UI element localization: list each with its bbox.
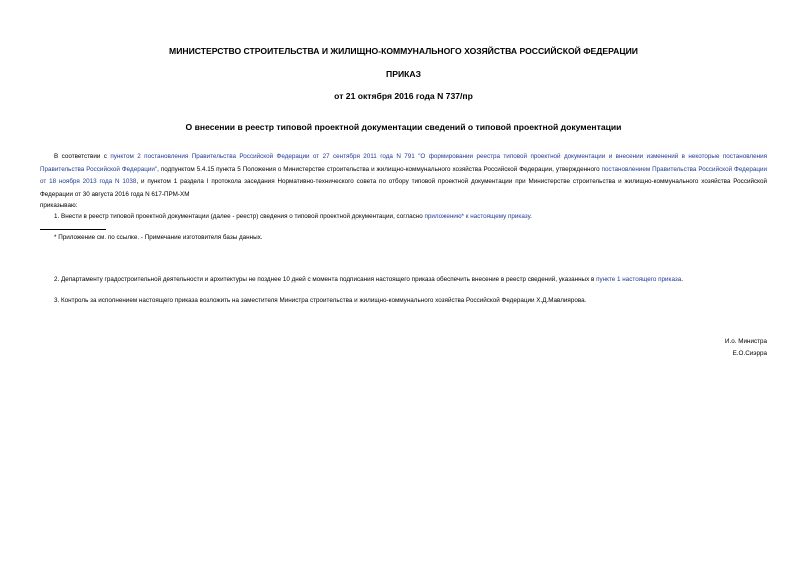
document-subject: О внесении в реестр типовой проектной документации сведений о типовой проектной документации <box>185 122 622 132</box>
footnote: * Приложение см. по ссылке. - Примечание изготовителя базы данных. <box>54 234 263 241</box>
document-type: ПРИКАЗ <box>386 69 421 79</box>
item-1-text: 1. Внести в реестр типовой проектной документации (далее - реестр) сведения о типовой проектной документации, согласно <box>54 213 425 220</box>
item-2-link-item-1[interactable]: пункте 1 настоящего приказа <box>596 276 682 283</box>
item-2-text-end: . <box>681 276 684 283</box>
preamble-link-resolution-1038[interactable]: постановлением Правительства Российской Федерации от 18 ноября 2013 года N 1038 <box>40 165 768 185</box>
ministry-title: МИНИСТЕРСТВО СТРОИТЕЛЬСТВА И ЖИЛИЩНО-КОММУНАЛЬНОГО ХОЗЯЙСТВА РОССИЙСКОЙ ФЕДЕРАЦИИ <box>169 46 638 56</box>
item-2-text: 2. Департаменту градостроительной деятельности и архитектуры не позднее 10 дней с момента подписания настоящего приказа обеспечить внесение в реестр сведений, указанных в <box>54 276 597 283</box>
signature-position: И.о. Министра <box>724 338 767 345</box>
item-3: 3. Контроль за исполнением настоящего приказа возложить на заместителя Министра строительства и жилищно-коммунального хозяйства Российской Федерации Х.Д.Мавлиярова. <box>54 297 587 304</box>
item-1 <box>54 211 532 224</box>
preamble-link-resolution-791[interactable]: пунктом 2 постановления Правительства Российской Федерации от 27 сентября 2011 года N 791 "О формировании реестра типовой проектной документации и внесении изменений в некоторые постановления Правительства Российской Федерации" <box>40 153 767 173</box>
item-2 <box>54 274 683 287</box>
order-word: приказываю: <box>40 202 78 209</box>
document-date-number: от 21 октября 2016 года N 737/пр <box>334 91 473 101</box>
preamble-text-2: , подпунктом 5.4.15 пункта 5 Положения о Министерстве строительства и жилищно-коммунального хозяйства Российской Федерации, утвержденного <box>157 165 602 173</box>
preamble-text-1: В соответствии с <box>54 153 111 160</box>
item-1-link-appendix[interactable]: приложению* к настоящему приказу <box>424 213 531 220</box>
item-1-text-end: . <box>530 213 532 220</box>
footnote-divider <box>40 229 106 230</box>
preamble-text-3: , и пунктом 1 раздела I протокола заседания Нормативно-технического совета по отбору типовой проектной документации при Министерстве строительства и жилищно-коммунального хозяйства Российской Федерации от 30 августа 2016 года N 617-ПРМ-ХМ <box>40 178 767 198</box>
signature-name: Е.О.Сиэрра <box>732 350 767 357</box>
preamble-paragraph <box>40 151 767 201</box>
